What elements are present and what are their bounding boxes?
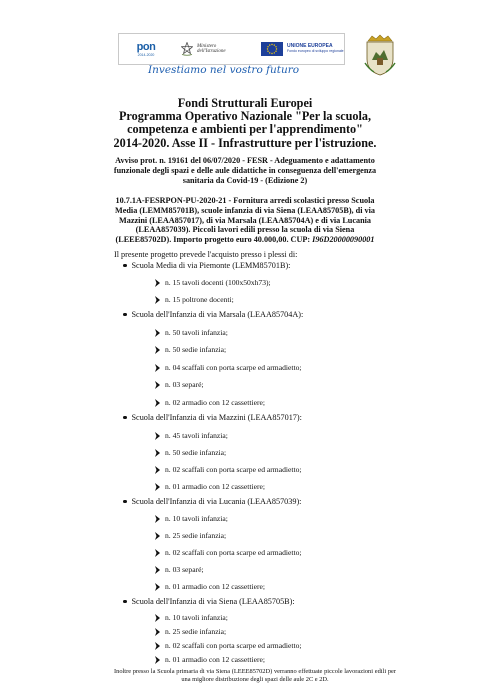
school-name: Scuola dell'Infanzia di via Mazzini (LEAA857017): xyxy=(131,413,302,422)
list-item-text: n. 15 poltrone docenti; xyxy=(165,295,234,304)
ministry-label: Ministero dell'Istruzione xyxy=(197,44,226,54)
project-line-2: Media (LEMM85701B), scuole infanzia di via Siena (LEAA85705B), di via xyxy=(115,205,375,215)
arrowhead-icon xyxy=(155,279,160,287)
arrowhead-icon xyxy=(155,656,160,664)
list-item xyxy=(155,380,204,389)
arrowhead-icon xyxy=(155,449,160,457)
eu-flag-icon xyxy=(261,42,283,56)
slogan: Investiamo nel vostro futuro xyxy=(148,64,300,76)
school-bullet xyxy=(123,310,303,319)
arrowhead-icon xyxy=(155,432,160,440)
italian-republic-emblem-icon xyxy=(181,42,193,56)
list-item xyxy=(155,582,265,591)
list-item xyxy=(155,398,265,407)
avviso-line-3: sanitaria da Covid-19 - (Edizione 2) xyxy=(182,175,308,185)
list-item xyxy=(155,655,265,664)
list-item-text: n. 03 separé; xyxy=(165,565,204,574)
municipal-crest-icon xyxy=(363,33,397,77)
eu-label xyxy=(287,44,344,54)
list-item xyxy=(155,465,302,474)
arrowhead-icon xyxy=(155,566,160,574)
project-line-3: Mazzini (LEAA857017), di via Marsala (LEAA85704A) e di via Lucania xyxy=(119,215,371,225)
school-name: Scuola dell'Infanzia di via Siena (LEAA85705B): xyxy=(131,597,295,606)
bullet-dot-icon xyxy=(123,313,127,317)
arrowhead-icon xyxy=(155,296,160,304)
avviso-block xyxy=(76,156,414,185)
school-bullet xyxy=(123,497,301,506)
school-bullet xyxy=(123,261,290,270)
title-line-3: competenza e ambienti per l'apprendimento" xyxy=(127,122,363,137)
arrowhead-icon xyxy=(155,532,160,540)
list-item xyxy=(155,295,234,304)
intro-text: Il presente progetto prevede l'acquisto presso i plessi di: xyxy=(114,250,298,259)
list-item xyxy=(155,278,271,287)
arrowhead-icon xyxy=(155,583,160,591)
project-block xyxy=(76,196,414,245)
arrowhead-icon xyxy=(155,329,160,337)
document-title xyxy=(60,97,430,150)
arrowhead-icon xyxy=(155,399,160,407)
arrowhead-icon xyxy=(155,614,160,622)
arrowhead-icon xyxy=(155,628,160,636)
list-item xyxy=(155,627,226,636)
avviso-line-2: funzionale degli spazi e delle aule didattiche in conseguenza dell'emergenza xyxy=(113,165,377,175)
project-line-4: (LEAA857039). Piccoli lavori edili presso la scuola di via Siena xyxy=(135,225,355,235)
list-item-text: n. 01 armadio con 12 cassettiere; xyxy=(165,655,265,664)
pon-logo-text: pon xyxy=(136,40,156,53)
arrowhead-icon xyxy=(155,483,160,491)
bullet-dot-icon xyxy=(123,600,127,604)
pon-logo-subtext: 2014-2020 xyxy=(137,52,155,57)
list-item xyxy=(155,363,302,372)
pon-logo xyxy=(123,36,169,62)
list-item xyxy=(155,641,302,650)
project-line-5 xyxy=(76,235,414,245)
list-item xyxy=(155,514,228,523)
title-line-4: 2014-2020. Asse II - Infrastrutture per l'istruzione. xyxy=(113,135,377,150)
list-item-text: n. 25 sedie infanzia; xyxy=(165,531,227,540)
title-line-2: Programma Operativo Nazionale "Per la scuola, xyxy=(118,109,372,124)
list-item xyxy=(155,548,302,557)
list-item-text: n. 45 tavoli infanzia; xyxy=(165,431,228,440)
school-name: Scuola Media di via Piemonte (LEMM85701B): xyxy=(131,261,291,270)
list-item-text: n. 02 scaffali con porta scarpe ed armadietto; xyxy=(165,548,302,557)
list-item xyxy=(155,431,228,440)
list-item-text: n. 01 armadio con 12 cassettiere; xyxy=(165,482,265,491)
list-item xyxy=(155,328,228,337)
list-item-text: n. 50 sedie infanzia; xyxy=(165,448,227,457)
project-line-1: 10.7.1A-FESRPON-PU-2020-21 - Fornitura arredi scolastici presso Scuola xyxy=(115,196,375,205)
title-line-1: Fondi Strutturali Europei xyxy=(177,96,313,110)
eu-subtitle: Fondo europeo di sviluppo regionale xyxy=(287,49,344,53)
list-item xyxy=(155,448,226,457)
avviso-line-1: Avviso prot. n. 19161 del 06/07/2020 - FESR - Adeguamento e adattamento xyxy=(115,156,375,165)
arrowhead-icon xyxy=(155,515,160,523)
list-item xyxy=(155,482,265,491)
school-bullet xyxy=(123,413,302,422)
arrowhead-icon xyxy=(155,364,160,372)
arrowhead-icon xyxy=(155,642,160,650)
list-item-text: n. 02 armadio con 12 cassettiere; xyxy=(165,398,265,407)
bullet-dot-icon xyxy=(123,416,127,420)
bullet-dot-icon xyxy=(123,264,127,268)
list-item-text: n. 01 armadio con 12 cassettiere; xyxy=(165,582,265,591)
list-item-text: n. 02 scaffali con porta scarpe ed armadietto; xyxy=(165,465,302,474)
school-bullet xyxy=(123,597,295,606)
arrowhead-icon xyxy=(155,466,160,474)
bullet-dot-icon xyxy=(123,500,127,504)
school-name: Scuola dell'Infanzia di via Marsala (LEAA85704A): xyxy=(131,310,304,319)
list-item-text: n. 10 tavoli infanzia; xyxy=(165,613,228,622)
closing-paragraph: Inoltre presso la Scuola primaria di via Siena (LEEE85702D) verranno effettuate piccole lavorazioni edili per una migliore distribuzione degli spazi delle aule 2C e 2D. xyxy=(114,668,396,683)
list-item xyxy=(155,345,226,354)
list-item-text: n. 10 tavoli infanzia; xyxy=(165,514,228,523)
list-item-text: n. 04 scaffali con porta scarpe ed armadietto; xyxy=(165,363,302,372)
list-item-text: n. 50 sedie infanzia; xyxy=(165,345,227,354)
header-banner xyxy=(118,33,345,65)
list-item xyxy=(155,565,204,574)
cup-code: I96D20000090001 xyxy=(312,235,375,245)
list-item-text: n. 15 tavoli docenti (100x50xh73); xyxy=(165,278,271,287)
list-item xyxy=(155,613,228,622)
arrowhead-icon xyxy=(155,346,160,354)
list-item-text: n. 25 sedie infanzia; xyxy=(165,627,227,636)
list-item xyxy=(155,531,226,540)
school-name: Scuola dell'Infanzia di via Lucania (LEAA857039): xyxy=(131,497,302,506)
arrowhead-icon xyxy=(155,549,160,557)
list-item-text: n. 50 tavoli infanzia; xyxy=(165,328,228,337)
arrowhead-icon xyxy=(155,381,160,389)
list-item-text: n. 03 separé; xyxy=(165,380,204,389)
list-item-text: n. 02 scaffali con porta scarpe ed armadietto; xyxy=(165,641,302,650)
project-line-5-prefix: (LEEE85702D). Importo progetto euro 40.000,00. CUP: xyxy=(115,235,313,245)
eu-title: UNIONE EUROPEA xyxy=(287,43,333,49)
